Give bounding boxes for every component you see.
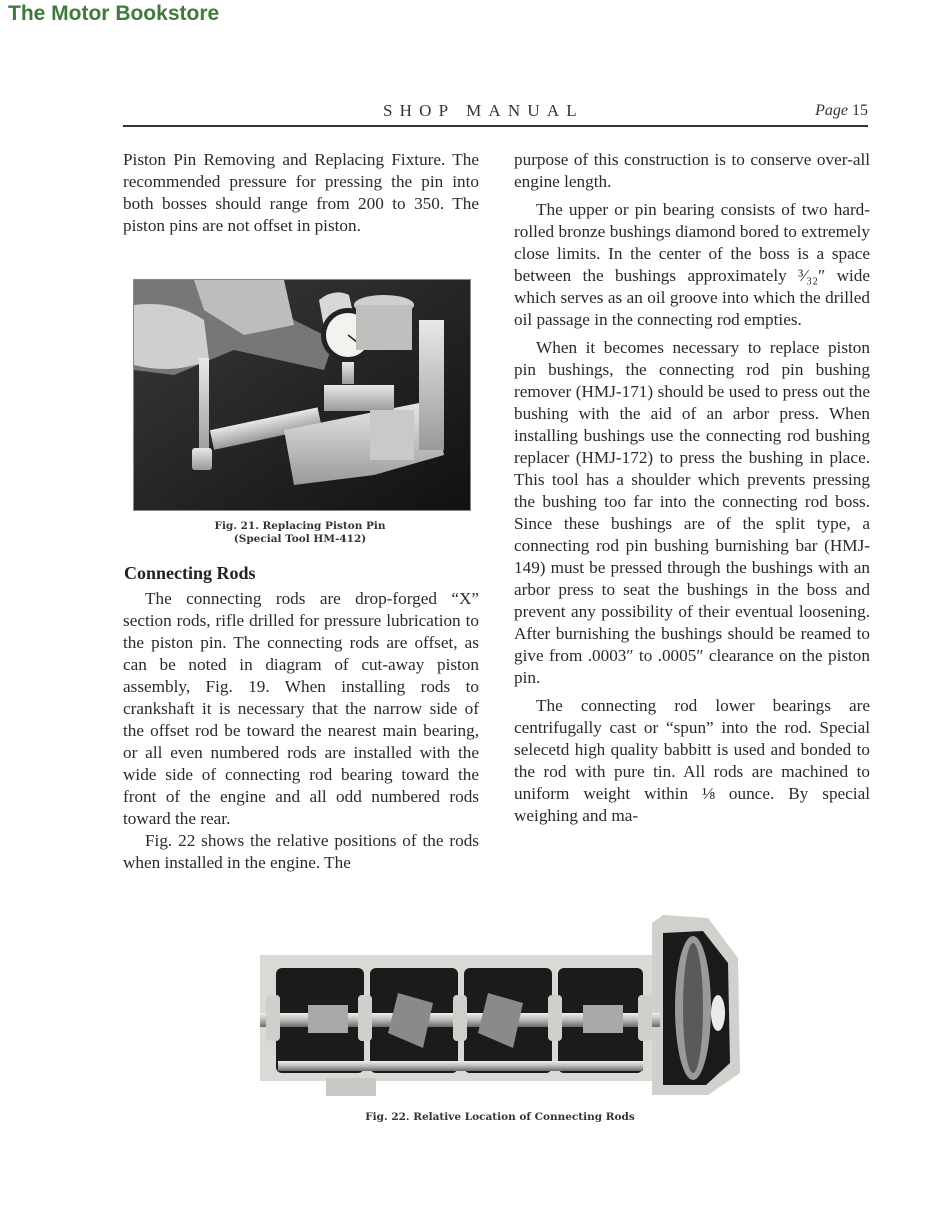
watermark: The Motor Bookstore [8,2,220,25]
figure-21-caption [150,520,450,546]
page-number: 15 [852,102,868,119]
page-indicator [815,102,868,120]
figure-21-caption-line1: Fig. 21. Replacing Piston Pin [214,520,386,532]
figure-21-caption-line2: (Special Tool HM-412) [233,533,367,545]
running-header [123,101,868,127]
section-heading-connecting-rods: Connecting Rods [124,563,256,583]
paragraph: The upper or pin bearing consists of two hard-rolled bronze bushings diamond bored to extremely close limits. In the center of the boss is a space between the bushings approximately ³⁄₃₂″ wide which serves as an oil groove into which the drilled oil passage in the connecting rod empties. [514,200,870,329]
right-column [514,149,870,827]
figure-22-caption: Fig. 22. Relative Location of Connecting Rods [365,1111,635,1123]
left-column-intro [123,149,479,237]
page-label: Page [815,102,848,119]
figure-21-photo [133,279,471,511]
paragraph: When it becomes necessary to replace piston pin bushings, the connecting rod pin bushing remover (HMJ-171) should be used to press out the bushing with the aid of an arbor press. When installing bushings use the connecting rod bushing replacer (HMJ-172) to press the bushing in place. This tool has a shoulder which prevents pressing the bushing too far into the connecting rod boss. Since these bushings are of the split type, a connecting rod pin bushing burnishing bar (HMJ-149) must be pressed through the bushings with an arbor press to seat the bushings in the boss and prevent any possibility of their eventual loosening. After burnishing the bushings should be reamed to give from .0003″ to .0005″ clearance on the piston pin. [514,338,870,687]
paragraph: The connecting rods are drop-forged “X” section rods, rifle drilled for pressure lubrication to the piston pin. The connecting rods are offset, as can be noted in diagram of cut-away piston assembly, Fig. 19. When installing rods to crankshaft it is necessary that the narrow side of the offset rod be toward the nearest main bearing, or all even numbered rods are installed with the wide side of connecting rod bearing toward the front of the engine and all odd numbered rods toward the rear. [123,589,479,828]
piston-pin-fixture-illustration [134,280,470,510]
paragraph: Fig. 22 shows the relative positions of the rods when installed in the engine. The [123,831,479,872]
crankcase-cutaway-illustration [258,913,744,1098]
paragraph: The connecting rod lower bearings are centrifugally cast or “spun” into the rod. Special selecetd high quality babbitt is used and bonded to the rod with pure tin. All rods are machined to uniform weight within ⅛ ounce. By special weighing and ma- [514,696,870,825]
paragraph: purpose of this construction is to conserve over-all engine length. [514,150,870,191]
left-column-body [123,588,479,874]
manual-title: SHOP MANUAL [383,101,584,120]
intro-paragraph: Piston Pin Removing and Replacing Fixture. The recommended pressure for pressing the pin into both bosses should range from 200 to 350. The piston pins are not offset in piston. [123,150,479,235]
figure-22-photo [258,913,744,1098]
